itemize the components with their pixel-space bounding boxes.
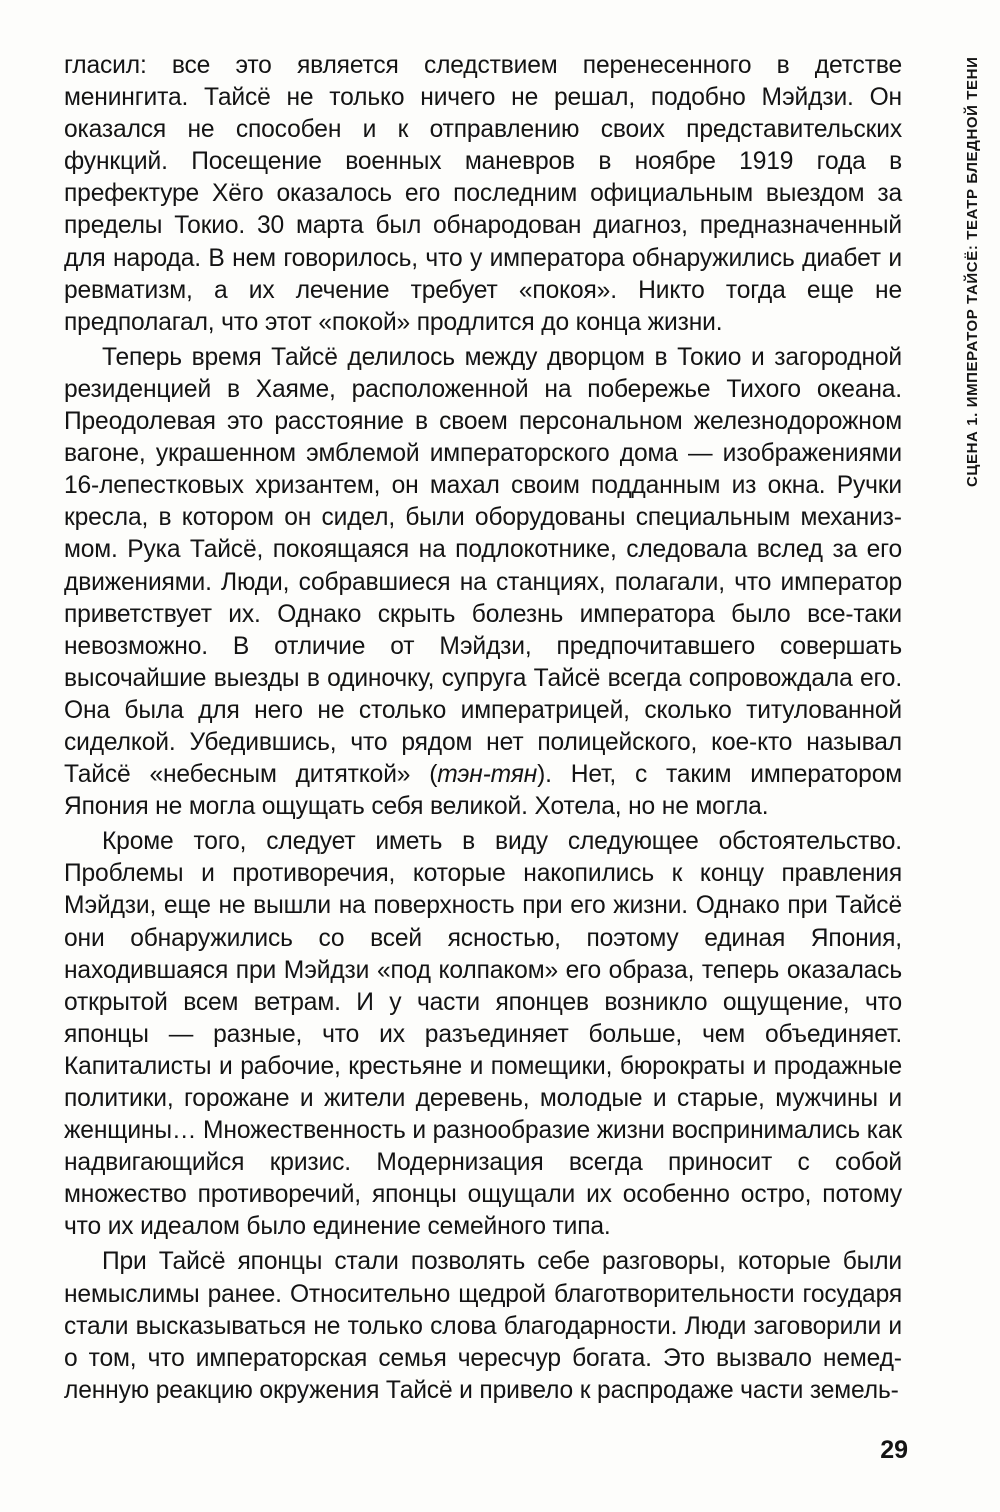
paragraph-2-text-start: Теперь время Тайсё делилось между дворцом в Токио и загородной резиденцией в Хаяме, расположенной на побережье Тихого океана. Преодолевая это расстояние в своем персональном железнодорожном вагоне, украшенном эмблемой императорского дома — изображениями 16-лепестковых хризантем, он махал своим подданным из окна. Ручки кресла, в котором он сидел, были оборудованы специальным механизмом. Рука Тайсё, покоящаяся на подлокотнике, следовала вслед за его движениями. Люди, собравшиеся на станциях, полагали, что император приветствует их. Однако скрыть болезнь императора было все-таки невозможно. В отличие от Мэйдзи, предпочитавшего совершать высочайшие выезды в одиночку, супруга Тайсё всегда сопровождала его. Она была для него не столько императрицей, сколько титулованной сиделкой. Убедившись, что рядом нет полицейского, кое-кто называл Тайсё «небесным дитяткой» ( bbox=[64, 343, 902, 789]
running-head: СЦЕНА 1. ИМПЕРАТОР ТАЙСЁ: ТЕАТР БЛЕДНОЙ ТЕНИ bbox=[964, 56, 981, 487]
paragraph-1: гласил: все это является следствием перенесенного в детстве менингита. Тайсё не только ничего не решал, подобно Мэйдзи. Он оказался не способен и к отправлению своих представительских функций. Посещение военных маневров в ноябре 1919 года в префектуре Хёго оказалось его последним официальным выездом за пределы Токио. 30 марта был обнародован диагноз, предназначенный для народа. В нем говорилось, что у императора обнаружились диабет и ревматизм, а их лечение требует «покоя». Никто тогда еще не предполагал, что этот «покой» продлится до конца жизни. bbox=[64, 52, 902, 336]
body-text bbox=[64, 50, 902, 1407]
paragraph-3: Кроме того, следует иметь в виду следующее обстоятельство. Проблемы и противоречия, которые накопились к концу правления Мэйдзи, еще не вышли на поверхность при его жизни. Однако при Тайсё они обнаружились со всей ясностью, поэтому единая Япония, находившаяся при Мэйдзи «под колпаком» его образа, теперь оказалась открытой всем ветрам. И у части японцев возникло ощущение, что японцы — разные, что их разъединяет больше, чем объединяет. Капиталисты и рабочие, крестьяне и помещики, бюрократы и продажные политики, горожане и жители деревень, молодые и старые, мужчины и женщины… Множественность и разнообразие жизни воспринимались как надвигающийся кризис. Модернизация всегда приносит с собой множество противоречий, японцы ощущали их особенно остро, потому что их идеалом было единение семейного типа. bbox=[64, 828, 902, 1241]
paragraph-4: При Тайсё японцы стали позволять себе разговоры, которые были немыслимы ранее. Относительно щедрой благотворительности государя стали высказываться не только слова благодарности. Люди заговорили и о том, что императорская семья чересчур богата. Это вызвало немедленную реакцию окружения Тайсё и привело к распродаже части земель- bbox=[64, 1248, 902, 1404]
paragraph-2 bbox=[64, 342, 902, 823]
paragraph-2-italic-term: тэн-тян bbox=[437, 761, 538, 789]
page-number: 29 bbox=[880, 1436, 908, 1464]
paragraph-2-text-end: ). Нет, с таким императором Япония не могла ощущать себя великой. Хотела, но не могла. bbox=[64, 761, 902, 821]
